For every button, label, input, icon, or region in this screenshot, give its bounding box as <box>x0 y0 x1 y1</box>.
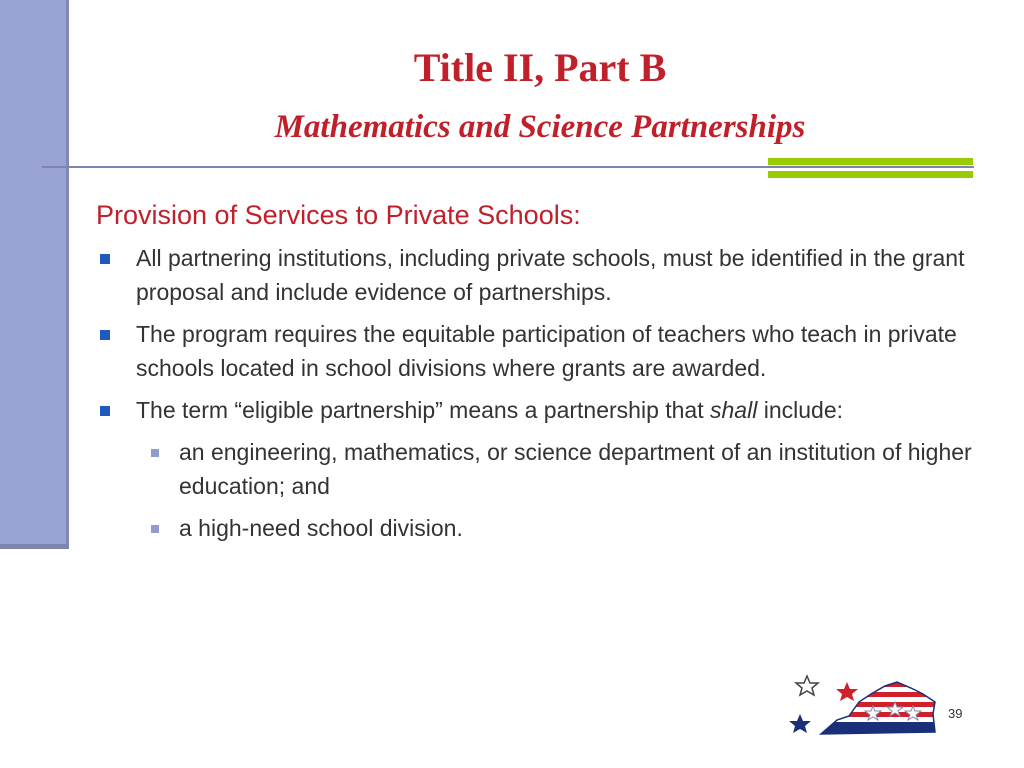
square-bullet-icon <box>100 406 110 416</box>
slide-subtitle: Mathematics and Science Partnerships <box>274 109 806 145</box>
sub-bullet-item <box>136 511 976 545</box>
square-bullet-icon <box>100 254 110 264</box>
page-number: 39 <box>948 706 963 721</box>
bullet-item <box>96 393 976 545</box>
section-heading: Provision of Services to Private Schools: <box>96 200 581 230</box>
divider-accent-top <box>768 158 973 165</box>
bullet-text: All partnering institutions, including private schools, must be identified in the grant proposal and include evidence of partnerships. <box>136 245 965 305</box>
small-square-bullet-icon <box>151 449 159 457</box>
bullet-text-after: include: <box>757 397 843 423</box>
sub-bullet-text: a high-need school division. <box>179 515 463 541</box>
bullet-emphasis: shall <box>710 397 758 423</box>
bullet-text: The program requires the equitable participation of teachers who teach in private schools located in school divisions where grants are awarded. <box>136 321 957 381</box>
bullet-text-before: The term “eligible partnership” means a partnership that <box>136 397 711 423</box>
title-divider <box>42 166 974 168</box>
small-square-bullet-icon <box>151 525 159 533</box>
bullet-item <box>96 241 976 309</box>
sub-bullet-item <box>136 435 976 503</box>
left-sidebar-foot <box>0 544 69 549</box>
bullet-list <box>96 241 976 553</box>
square-bullet-icon <box>100 330 110 340</box>
slide-title: Title II, Part B <box>413 45 667 90</box>
sub-bullet-text: an engineering, mathematics, or science department of an institution of higher education; and <box>179 439 972 499</box>
divider-accent-bottom <box>768 171 973 178</box>
bullet-item <box>96 317 976 385</box>
sub-bullet-list <box>136 435 976 545</box>
virginia-stars-logo <box>785 672 945 742</box>
